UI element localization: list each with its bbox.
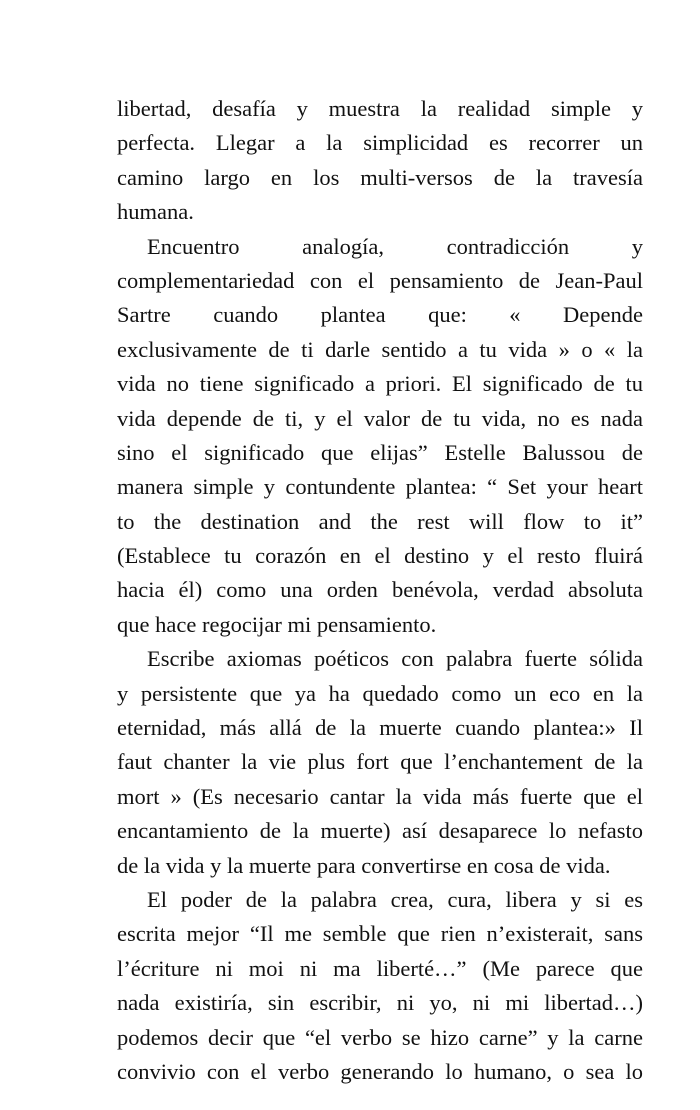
text-line: encantamiento de la muerte) así desaparece lo nefasto (117, 818, 643, 844)
text-line: sino el significado que elijas” Estelle Balussou de (117, 439, 643, 465)
paragraph-4 (117, 883, 643, 1089)
text-line: exclusivamente de ti darle sentido a tu vida » o « la (117, 336, 643, 362)
text-line: vida depende de ti, y el valor de tu vida, no es nada (117, 405, 643, 431)
text-line: Escribe axiomas poéticos con palabra fuerte sólida (147, 646, 643, 672)
text-line: (Establece tu corazón en el destino y el resto fluirá (117, 543, 643, 569)
paragraph-2 (117, 230, 643, 643)
text-line: nada existiría, sin escribir, ni yo, ni mi libertad…) (117, 990, 643, 1016)
paragraph-1 (117, 92, 643, 230)
text-line: Sartre cuando plantea que: « Depende (117, 302, 643, 328)
text-line: que hace regocijar mi pensamiento. (117, 611, 437, 637)
text-line: de la vida y la muerte para convertirse en cosa de vida. (117, 852, 611, 878)
text-line: podemos decir que “el verbo se hizo carne” y la carne (117, 1024, 643, 1050)
text-line: perfecta. Llegar a la simplicidad es recorrer un (117, 130, 643, 156)
text-line: manera simple y contundente plantea: “ Set your heart (117, 474, 643, 500)
text-line: escrita mejor “Il me semble que rien n’existerait, sans (117, 921, 643, 947)
text-line: hacia él) como una orden benévola, verdad absoluta (117, 577, 643, 603)
text-line: convivio con el verbo generando lo humano, o sea lo (117, 1058, 643, 1084)
paragraph-3 (117, 642, 643, 883)
text-line: complementariedad con el pensamiento de Jean-Paul (117, 267, 643, 293)
text-line: mort » (Es necesario cantar la vida más fuerte que el (117, 783, 643, 809)
text-line: y persistente que ya ha quedado como un eco en la (117, 680, 643, 706)
text-line: libertad, desafía y muestra la realidad simple y (117, 96, 643, 121)
text-line: camino largo en los multi-versos de la travesía (117, 164, 643, 190)
text-line: faut chanter la vie plus fort que l’enchantement de la (117, 749, 643, 775)
text-line: humana. (117, 199, 194, 225)
text-line: vida no tiene significado a priori. El significado de tu (117, 371, 643, 397)
text-line: eternidad, más allá de la muerte cuando plantea:» Il (117, 715, 643, 741)
page-body (117, 92, 643, 1089)
text-line: El poder de la palabra crea, cura, libera y si es (147, 886, 643, 912)
text-line: to the destination and the rest will flow to it” (117, 508, 643, 534)
text-line: l’écriture ni moi ni ma liberté…” (Me parece que (117, 955, 643, 981)
text-line: Encuentro analogía, contradicción y (147, 233, 643, 259)
